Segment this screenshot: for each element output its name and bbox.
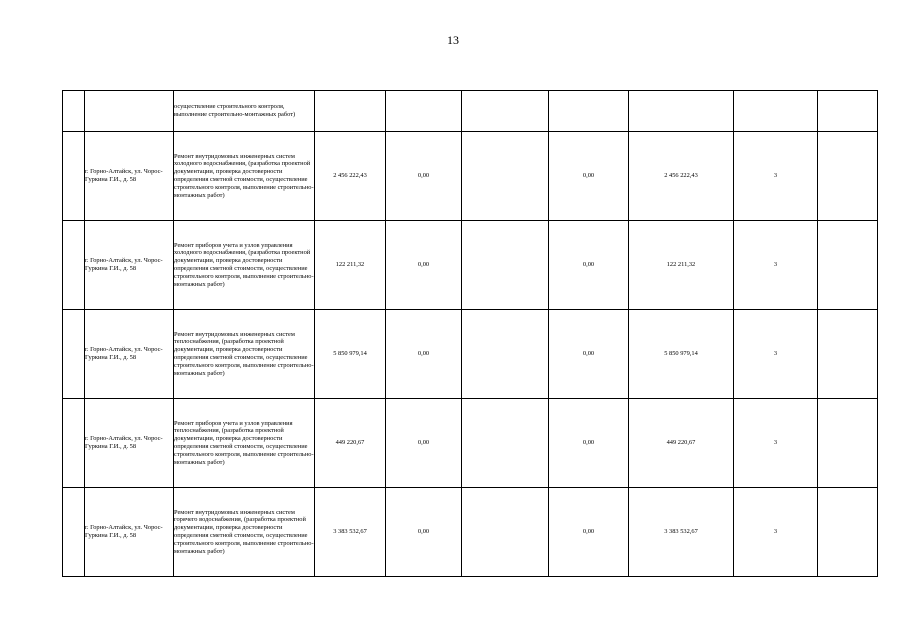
address-cell bbox=[85, 91, 174, 132]
table-row bbox=[63, 488, 878, 577]
col-c-cell bbox=[462, 488, 549, 577]
total-cell: 3 383 532,67 bbox=[315, 488, 386, 577]
row-index-cell bbox=[63, 399, 85, 488]
col-d-cell bbox=[549, 91, 629, 132]
col-e-cell: 2 456 222,43 bbox=[629, 132, 734, 221]
col-f-cell: 3 bbox=[734, 488, 818, 577]
col-c-cell bbox=[462, 221, 549, 310]
work-description-cell: Ремонт приборов учета и узлов управления теплоснабжения, (разработка проектной документации, проверка достоверности определения сметной стоимости, осуществление строительного контроля, выполнение строительно-монтажных работ) bbox=[174, 399, 315, 488]
col-g-cell bbox=[818, 488, 878, 577]
address-cell: г. Горно-Алтайск, ул. Чорос-Гуркина Г.И., д. 58 bbox=[85, 399, 174, 488]
col-b-cell: 0,00 bbox=[386, 221, 462, 310]
col-f-cell bbox=[734, 91, 818, 132]
work-description-cell: Ремонт внутридомовых инженерных систем теплоснабжения, (разработка проектной документации, проверка достоверности определения сметной стоимости, осуществление строительного контроля, выполнение строительно-монтажных работ) bbox=[174, 310, 315, 399]
row-index-cell bbox=[63, 132, 85, 221]
address-cell: г. Горно-Алтайск, ул. Чорос-Гуркина Г.И., д. 58 bbox=[85, 132, 174, 221]
col-f-cell: 3 bbox=[734, 399, 818, 488]
col-e-cell: 5 850 979,14 bbox=[629, 310, 734, 399]
col-c-cell bbox=[462, 310, 549, 399]
col-c-cell bbox=[462, 132, 549, 221]
work-description-cell: Ремонт приборов учета и узлов управления холодного водоснабжения, (разработка проектной документации, проверка достоверности определения сметной стоимости, осуществление строительного контроля, выполнение строительно-монтажных работ) bbox=[174, 221, 315, 310]
row-index-cell bbox=[63, 221, 85, 310]
row-index-cell bbox=[63, 310, 85, 399]
total-cell: 5 850 979,14 bbox=[315, 310, 386, 399]
col-g-cell bbox=[818, 91, 878, 132]
col-c-cell bbox=[462, 91, 549, 132]
col-e-cell: 122 211,32 bbox=[629, 221, 734, 310]
col-c-cell bbox=[462, 399, 549, 488]
work-description-cell: Ремонт внутридомовых инженерных систем горячего водоснабжения, (разработка проектной документации, проверка достоверности определения сметной стоимости, осуществление строительного контроля, выполнение строительно-монтажных работ) bbox=[174, 488, 315, 577]
col-d-cell: 0,00 bbox=[549, 132, 629, 221]
work-description-cell: осуществление строительного контроля, выполнение строительно-монтажных работ) bbox=[174, 91, 315, 132]
address-cell: г. Горно-Алтайск, ул. Чорос-Гуркина Г.И., д. 58 bbox=[85, 310, 174, 399]
col-b-cell bbox=[386, 91, 462, 132]
col-b-cell: 0,00 bbox=[386, 488, 462, 577]
col-f-cell: 3 bbox=[734, 132, 818, 221]
col-f-cell: 3 bbox=[734, 310, 818, 399]
col-b-cell: 0,00 bbox=[386, 310, 462, 399]
col-e-cell bbox=[629, 91, 734, 132]
table-row bbox=[63, 310, 878, 399]
col-b-cell: 0,00 bbox=[386, 399, 462, 488]
col-e-cell: 3 383 532,67 bbox=[629, 488, 734, 577]
table-row bbox=[63, 221, 878, 310]
work-description-cell: Ремонт внутридомовых инженерных систем холодного водоснабжения, (разработка проектной документации, проверка достоверности определения сметной стоимости, осуществление строительного контроля, выполнение строительно-монтажных работ) bbox=[174, 132, 315, 221]
col-e-cell: 449 220,67 bbox=[629, 399, 734, 488]
col-g-cell bbox=[818, 310, 878, 399]
total-cell bbox=[315, 91, 386, 132]
col-d-cell: 0,00 bbox=[549, 310, 629, 399]
total-cell: 2 456 222,43 bbox=[315, 132, 386, 221]
col-b-cell: 0,00 bbox=[386, 132, 462, 221]
address-cell: г. Горно-Алтайск, ул. Чорос-Гуркина Г.И., д. 58 bbox=[85, 488, 174, 577]
page-number: 13 bbox=[447, 33, 459, 47]
col-g-cell bbox=[818, 399, 878, 488]
total-cell: 449 220,67 bbox=[315, 399, 386, 488]
table-row bbox=[63, 91, 878, 132]
row-index-cell bbox=[63, 91, 85, 132]
col-f-cell: 3 bbox=[734, 221, 818, 310]
repair-schedule-table bbox=[62, 90, 878, 577]
total-cell: 122 211,32 bbox=[315, 221, 386, 310]
col-g-cell bbox=[818, 221, 878, 310]
col-g-cell bbox=[818, 132, 878, 221]
col-d-cell: 0,00 bbox=[549, 221, 629, 310]
col-d-cell: 0,00 bbox=[549, 488, 629, 577]
table-row bbox=[63, 132, 878, 221]
address-cell: г. Горно-Алтайск, ул. Чорос-Гуркина Г.И., д. 58 bbox=[85, 221, 174, 310]
table-row bbox=[63, 399, 878, 488]
col-d-cell: 0,00 bbox=[549, 399, 629, 488]
row-index-cell bbox=[63, 488, 85, 577]
